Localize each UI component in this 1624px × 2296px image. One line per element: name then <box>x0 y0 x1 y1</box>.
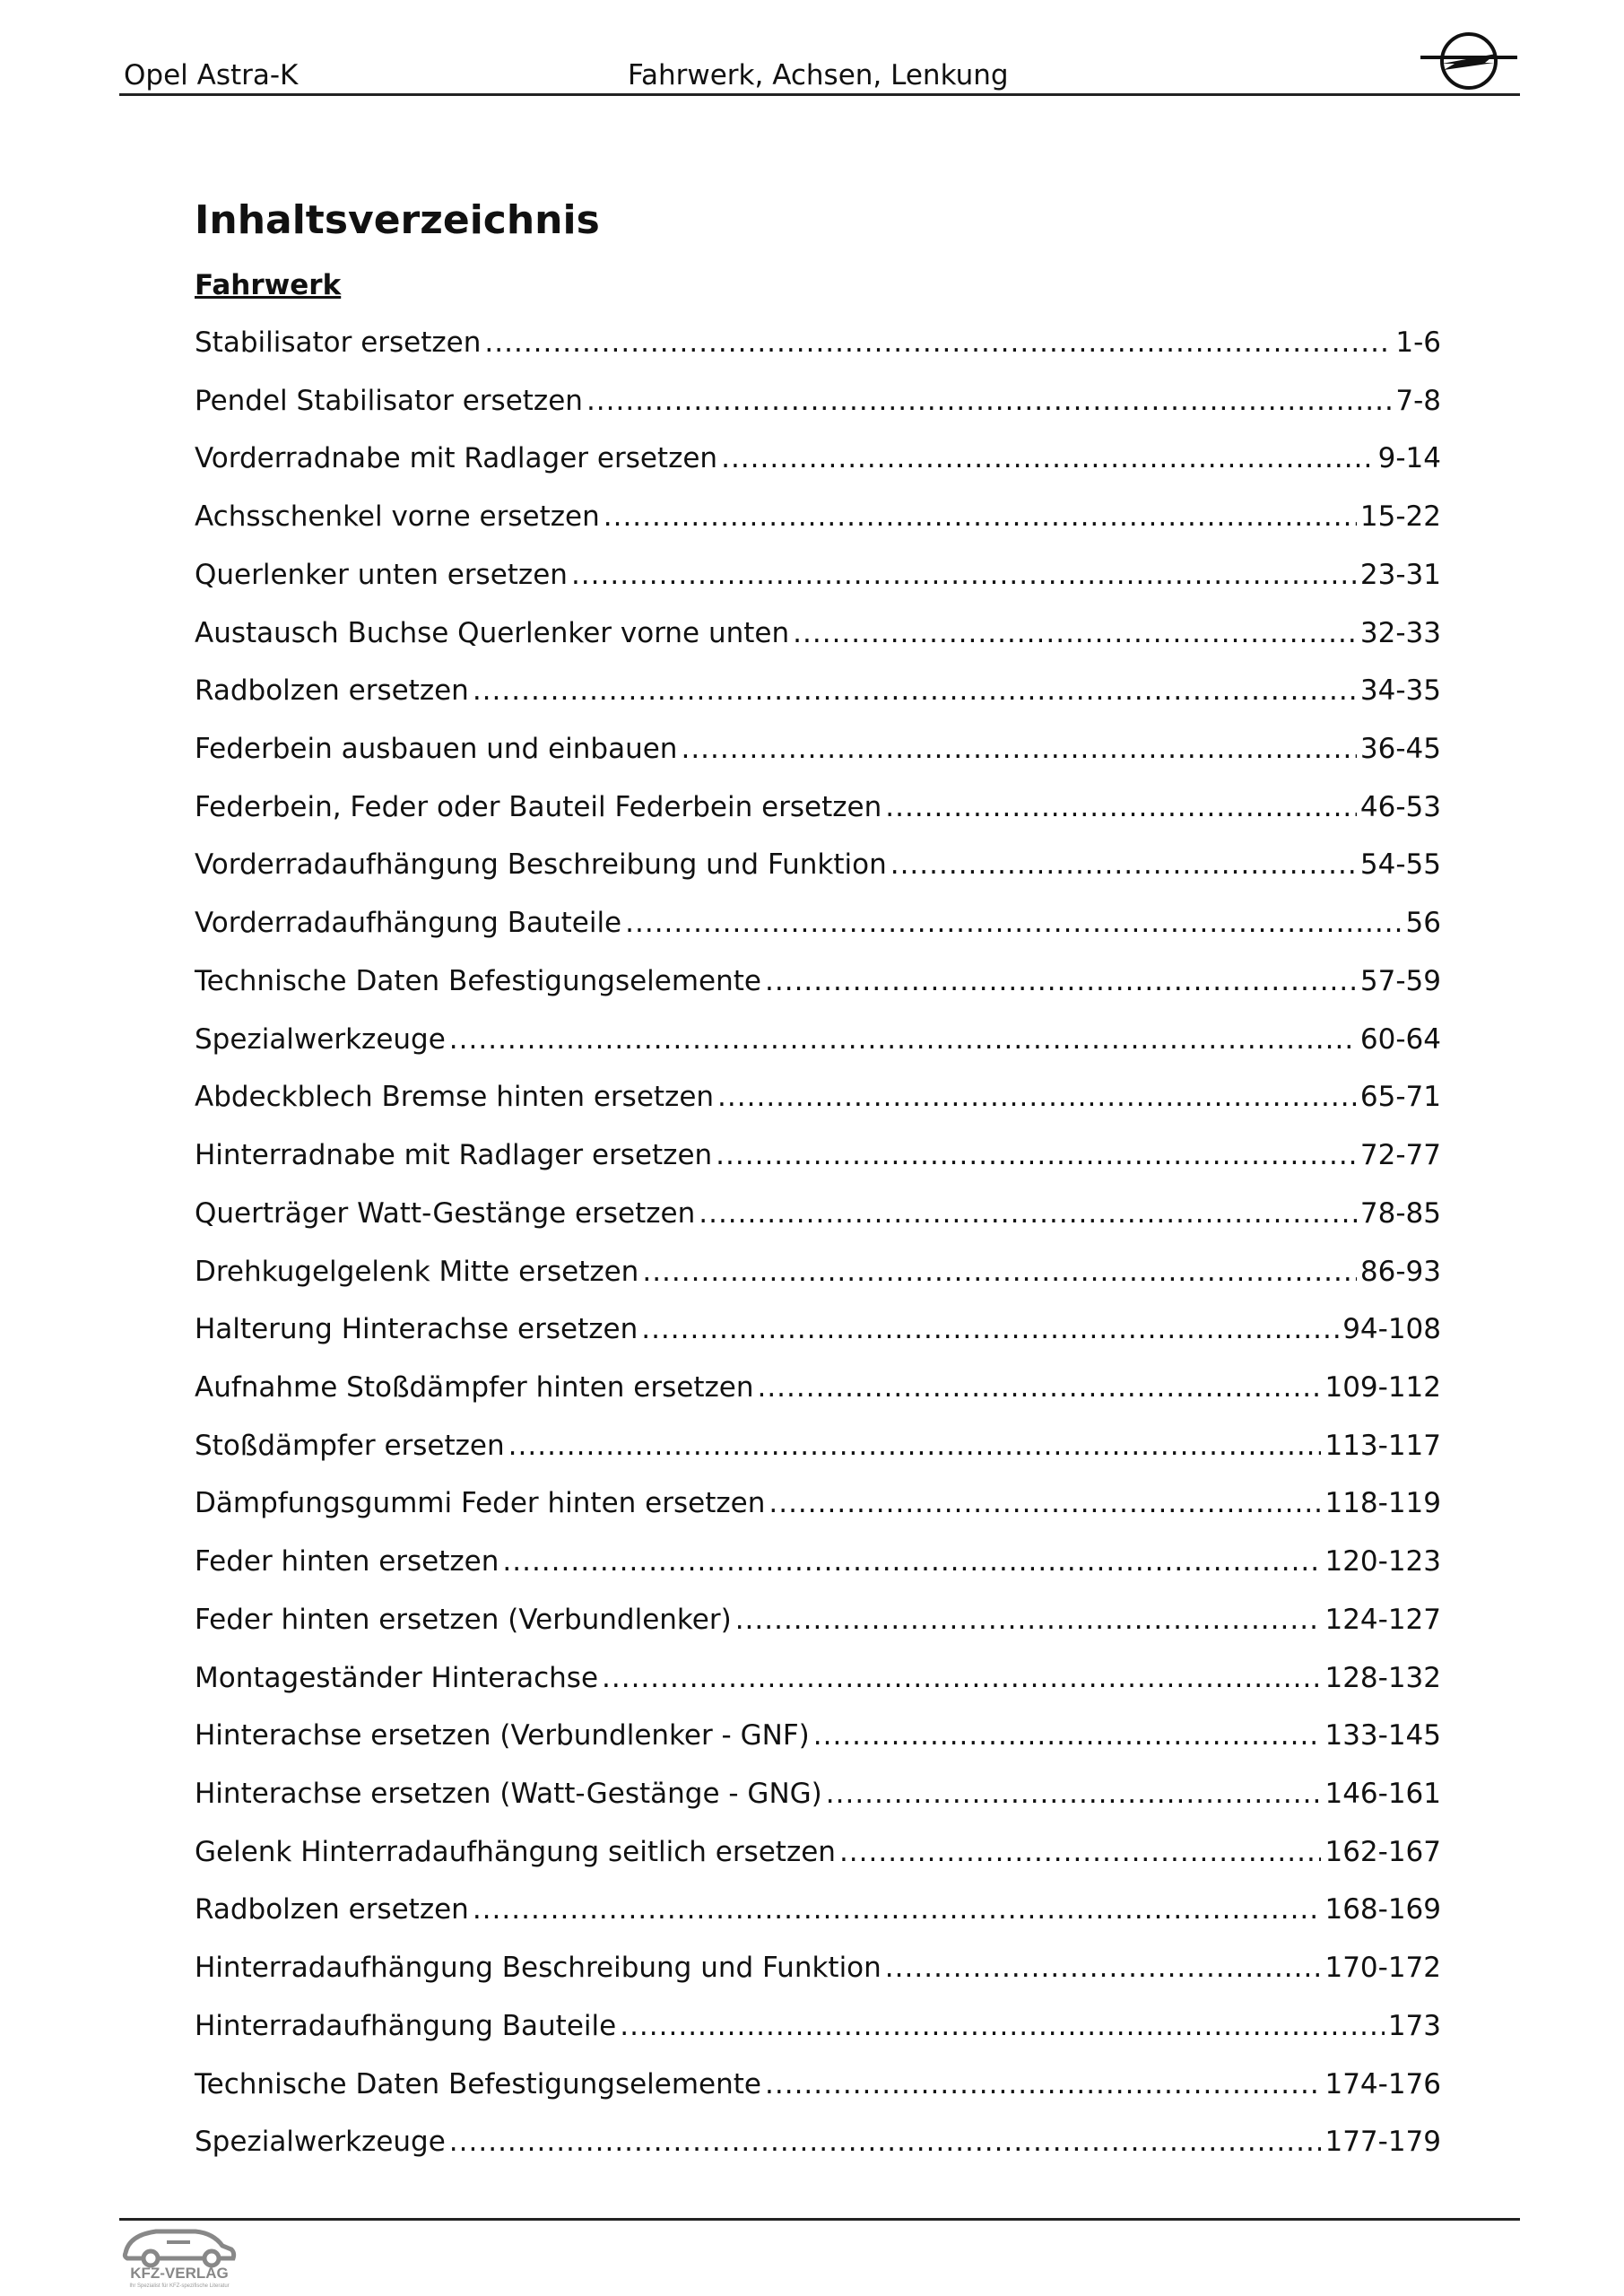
toc-entry-title: Vorderradaufhängung Beschreibung und Funktion <box>195 848 887 882</box>
toc-entry-title: Technische Daten Befestigungselemente <box>195 964 762 997</box>
toc-entry-title: Radbolzen ersetzen <box>195 674 469 708</box>
toc-entry-pages: 118-119 <box>1324 1487 1441 1520</box>
toc-dot-leader <box>839 1832 1322 1872</box>
toc-dot-leader <box>813 1716 1322 1755</box>
toc-entry[interactable] <box>195 1716 1441 1774</box>
toc-entry-pages: 65-71 <box>1359 1081 1441 1114</box>
toc-entry-pages: 46-53 <box>1359 790 1441 823</box>
toc-entry-pages: 60-64 <box>1359 1022 1441 1056</box>
toc-dot-leader <box>721 439 1375 478</box>
toc-entry-pages: 57-59 <box>1359 964 1441 997</box>
toc-entry[interactable] <box>195 1309 1441 1368</box>
toc-entry-title: Feder hinten ersetzen (Verbundlenker) <box>195 1603 732 1636</box>
toc-entry-title: Federbein, Feder oder Bauteil Federbein ersetzen <box>195 790 882 823</box>
toc-entry[interactable] <box>195 439 1441 497</box>
toc-entry-pages: 86-93 <box>1359 1255 1441 1288</box>
toc-entry[interactable] <box>195 1832 1441 1891</box>
toc-dot-leader <box>625 903 1402 943</box>
toc-entry-title: Abdeckblech Bremse hinten ersetzen <box>195 1081 715 1114</box>
toc-entry[interactable] <box>195 497 1441 555</box>
toc-entry-pages: 32-33 <box>1359 616 1441 649</box>
toc-entry-title: Montageständer Hinterachse <box>195 1661 599 1694</box>
toc-entry-pages: 177-179 <box>1324 2126 1441 2159</box>
toc-dot-leader <box>765 961 1357 1001</box>
toc-entry-title: Radbolzen ersetzen <box>195 1893 469 1926</box>
toc-entry[interactable] <box>195 613 1441 672</box>
footer-rule <box>119 2218 1520 2221</box>
toc-entry-title: Hinterradaufhängung Beschreibung und Funktion <box>195 1952 881 1985</box>
toc-dot-leader <box>620 2006 1385 2046</box>
toc-entry-pages: 162-167 <box>1324 1835 1441 1868</box>
toc-entry-pages: 23-31 <box>1359 558 1441 591</box>
toc-entry-pages: 120-123 <box>1324 1545 1441 1578</box>
toc-entry-title: Dämpfungsgummi Feder hinten ersetzen <box>195 1487 766 1520</box>
toc-entry[interactable] <box>195 1542 1441 1600</box>
toc-entry-title: Hinterachse ersetzen (Verbundlenker - GNF) <box>195 1719 810 1752</box>
toc-dot-leader <box>735 1600 1322 1639</box>
toc-dot-leader <box>449 2122 1322 2161</box>
toc-dot-leader <box>716 1135 1357 1175</box>
toc-entry[interactable] <box>195 671 1441 729</box>
toc-dot-leader <box>765 2065 1321 2104</box>
toc-dot-leader <box>757 1368 1321 1407</box>
toc-entry-title: Aufnahme Stoßdämpfer hinten ersetzen <box>195 1370 754 1404</box>
toc-entry[interactable] <box>195 1252 1441 1310</box>
toc-entry[interactable] <box>195 903 1441 961</box>
toc-entry-title: Vorderradaufhängung Bauteile <box>195 907 622 940</box>
toc-dot-leader <box>699 1194 1357 1233</box>
toc-entry[interactable] <box>195 1426 1441 1484</box>
toc-dot-leader <box>793 613 1357 653</box>
toc-entry-title: Querträger Watt-Gestänge ersetzen <box>195 1196 696 1230</box>
toc-entry[interactable] <box>195 1948 1441 2006</box>
toc-list <box>195 323 1441 2180</box>
toc-entry-pages: 173 <box>1387 2009 1441 2042</box>
toc-entry-title: Pendel Stabilisator ersetzen <box>195 384 583 417</box>
toc-entry-title: Halterung Hinterachse ersetzen <box>195 1313 638 1346</box>
footer-logo-tagline: Ihr Spezialist für KFZ-spezifische Literatur <box>129 2283 230 2289</box>
toc-entry-title: Federbein ausbauen und einbauen <box>195 733 678 766</box>
toc-entry-pages: 133-145 <box>1324 1719 1441 1752</box>
header-rule <box>119 93 1520 96</box>
toc-entry-pages: 78-85 <box>1359 1196 1441 1230</box>
toc-entry[interactable] <box>195 555 1441 613</box>
toc-dot-leader <box>641 1309 1339 1349</box>
toc-dot-leader <box>826 1774 1322 1813</box>
toc-dot-leader <box>473 671 1357 710</box>
toc-dot-leader <box>473 1890 1322 1929</box>
toc-entry[interactable] <box>195 1194 1441 1252</box>
toc-entry-title: Hinterradaufhängung Bauteile <box>195 2009 617 2042</box>
toc-entry-pages: 146-161 <box>1324 1777 1441 1810</box>
toc-dot-leader <box>602 1658 1321 1698</box>
toc-entry-pages: 9-14 <box>1377 442 1441 475</box>
toc-entry[interactable] <box>195 2065 1441 2123</box>
toc-dot-leader <box>484 323 1392 362</box>
toc-entry-title: Drehkugelgelenk Mitte ersetzen <box>195 1255 639 1288</box>
toc-entry[interactable] <box>195 1774 1441 1832</box>
toc-entry[interactable] <box>195 961 1441 1020</box>
toc-dot-leader <box>769 1483 1321 1523</box>
toc-dot-leader <box>502 1542 1321 1581</box>
header-topic: Fahrwerk, Achsen, Lenkung <box>628 59 1009 91</box>
toc-entry[interactable] <box>195 323 1441 381</box>
toc-dot-leader <box>571 555 1357 595</box>
toc-entry-pages: 128-132 <box>1324 1661 1441 1694</box>
toc-entry[interactable] <box>195 1600 1441 1658</box>
toc-entry[interactable] <box>195 381 1441 439</box>
toc-entry-pages: 170-172 <box>1324 1952 1441 1985</box>
toc-entry-title: Technische Daten Befestigungselemente <box>195 2067 762 2100</box>
toc-entry[interactable] <box>195 787 1441 846</box>
toc-entry-title: Gelenk Hinterradaufhängung seitlich ersetzen <box>195 1835 836 1868</box>
toc-entry-pages: 1-6 <box>1395 326 1441 359</box>
toc-entry[interactable] <box>195 1368 1441 1426</box>
kfz-verlag-logo-icon <box>117 2222 242 2291</box>
toc-entry-title: Austausch Buchse Querlenker vorne unten <box>195 616 790 649</box>
toc-entry-pages: 56 <box>1405 907 1441 940</box>
toc-entry-title: Spezialwerkzeuge <box>195 2126 446 2159</box>
toc-entry-pages: 54-55 <box>1359 848 1441 882</box>
toc-dot-leader <box>885 787 1357 827</box>
toc-dot-leader <box>604 497 1357 536</box>
toc-entry-title: Spezialwerkzeuge <box>195 1022 446 1056</box>
toc-entry[interactable] <box>195 2006 1441 2065</box>
toc-entry-pages: 36-45 <box>1359 733 1441 766</box>
toc-entry-title: Hinterachse ersetzen (Watt-Gestänge - GNG) <box>195 1777 822 1810</box>
toc-entry-title: Achsschenkel vorne ersetzen <box>195 500 600 534</box>
toc-dot-leader <box>885 1948 1322 1987</box>
toc-entry[interactable] <box>195 729 1441 787</box>
toc-entry-title: Feder hinten ersetzen <box>195 1545 499 1578</box>
toc-entry[interactable] <box>195 1077 1441 1135</box>
toc-entry[interactable] <box>195 1020 1441 1078</box>
toc-entry-pages: 72-77 <box>1359 1139 1441 1172</box>
toc-dot-leader <box>508 1426 1322 1465</box>
toc-entry-title: Stabilisator ersetzen <box>195 326 482 359</box>
toc-dot-leader <box>449 1020 1357 1059</box>
toc-dot-leader <box>890 845 1357 884</box>
toc-entry-pages: 34-35 <box>1359 674 1441 708</box>
toc-entry-title: Stoßdämpfer ersetzen <box>195 1429 505 1462</box>
toc-entry-title: Querlenker unten ersetzen <box>195 558 568 591</box>
page-title: Inhaltsverzeichnis <box>195 197 600 243</box>
toc-entry[interactable] <box>195 1483 1441 1542</box>
toc-entry-pages: 109-112 <box>1324 1370 1441 1404</box>
toc-entry-pages: 94-108 <box>1342 1313 1441 1346</box>
toc-entry-pages: 168-169 <box>1324 1893 1441 1926</box>
toc-entry[interactable] <box>195 1658 1441 1717</box>
toc-entry[interactable] <box>195 845 1441 903</box>
footer-logo-text: KFZ-VERLAG <box>130 2265 229 2282</box>
toc-entry-pages: 7-8 <box>1395 384 1441 417</box>
toc-dot-leader <box>681 729 1356 769</box>
opel-logo-icon <box>1419 25 1519 97</box>
toc-dot-leader <box>717 1077 1357 1117</box>
header-model: Opel Astra-K <box>124 59 299 91</box>
toc-entry[interactable] <box>195 2122 1441 2180</box>
toc-entry-title: Vorderradnabe mit Radlager ersetzen <box>195 442 718 475</box>
section-heading: Fahrwerk <box>195 269 342 301</box>
toc-entry-title: Hinterradnabe mit Radlager ersetzen <box>195 1139 713 1172</box>
toc-entry-pages: 113-117 <box>1324 1429 1441 1462</box>
toc-entry-pages: 174-176 <box>1324 2067 1441 2100</box>
toc-entry-pages: 124-127 <box>1324 1603 1441 1636</box>
toc-dot-leader <box>642 1252 1357 1292</box>
toc-entry[interactable] <box>195 1135 1441 1194</box>
toc-entry-pages: 15-22 <box>1359 500 1441 534</box>
toc-entry[interactable] <box>195 1890 1441 1948</box>
toc-dot-leader <box>586 381 1392 421</box>
